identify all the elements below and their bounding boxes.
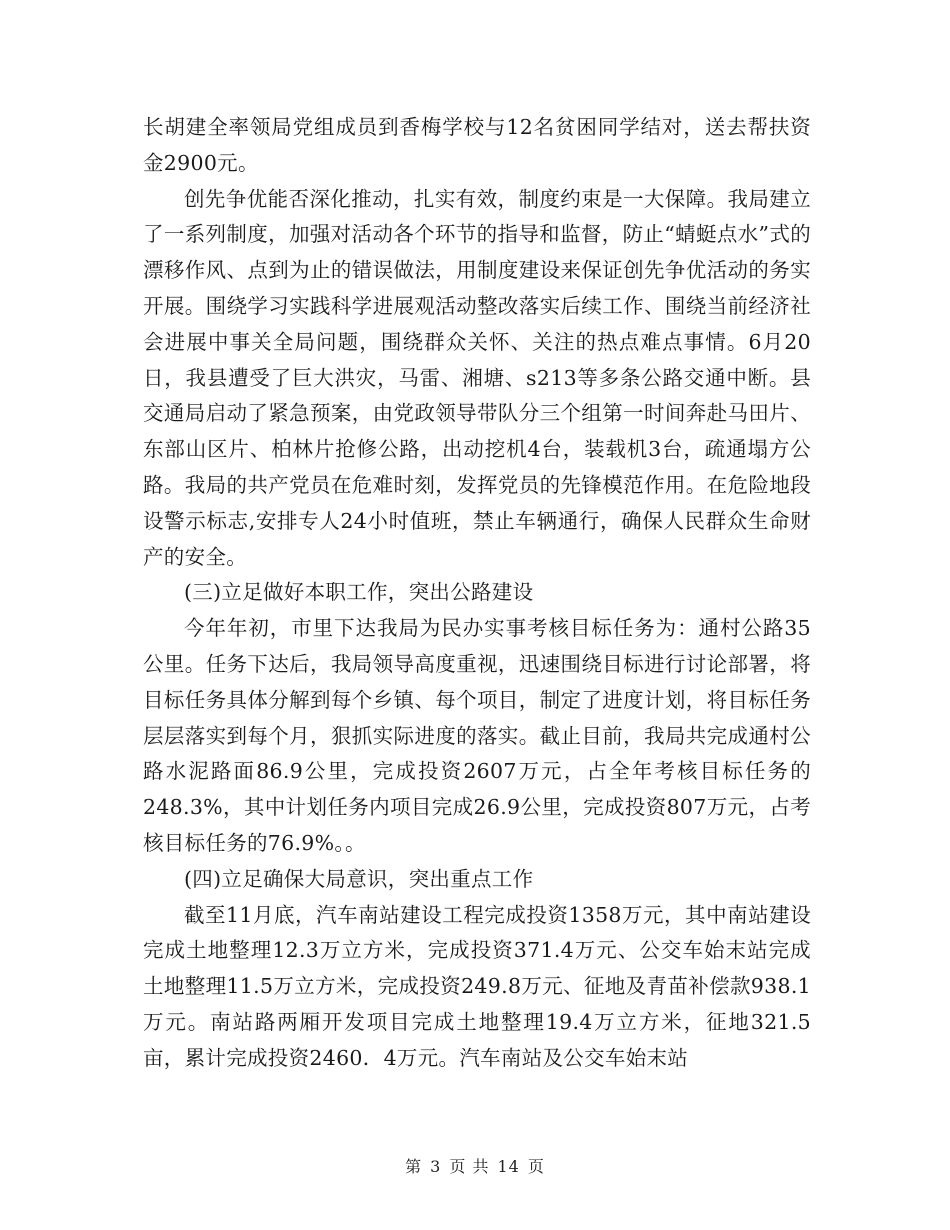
section-heading-3: (三)立足做好本职工作，突出公路建设 bbox=[184, 580, 534, 605]
section-heading-4: (四)立足确保大局意识，突出重点工作 bbox=[184, 866, 534, 891]
paragraph-road-construction: 今年年初，市里下达我局为民办实事考核目标任务为：通村公路35公里。任务下达后，我局领导高度重视，迅速围绕目标进行讨论部署，将目标任务具体分解到每个乡镇、每个项目，制定了进度计划，将目标任务层层落实到每个月，狠抓实际进度的落实。截止目前，我局共完成通村公路水泥路面86.9公里，完成投资2607万元，占全年考核目标任务的248.3%，其中计划任务内项目完成26.9公里，完成投资807万元，占考核目标任务的76.9%。。 bbox=[143, 616, 811, 855]
document-body bbox=[143, 110, 811, 1077]
page-footer bbox=[0, 1154, 950, 1177]
footer-current-page: 3 bbox=[430, 1157, 442, 1176]
footer-middle: 页 共 bbox=[449, 1157, 490, 1176]
footer-prefix: 第 bbox=[405, 1157, 423, 1176]
footer-suffix: 页 bbox=[527, 1157, 545, 1176]
paragraph-continuation: 长胡建全率领局党组成员到香梅学校与12名贫困同学结对，送去帮扶资金2900元。 bbox=[143, 115, 811, 175]
paragraph-system-guarantee: 创先争优能否深化推动，扎实有效，制度约束是一大保障。我局建立了一系列制度，加强对活动各个环节的指导和监督，防止“蜻蜓点水”式的漂移作风、点到为止的错误做法，用制度建设来保证创先争优活动的务实开展。围绕学习实践科学进展观活动整改落实后续工作、围绕当前经济社会进展中事关全局问题，围绕群众关怀、关注的热点难点事情。6月20日，我县遭受了巨大洪灾，马雷、湘塘、s213等多条公路交通中断。县交通局启动了紧急预案，由党政领导带队分三个组第一时间奔赴马田片、东部山区片、柏林片抢修公路，出动挖机4台，装载机3台，疏通塌方公路。我局的共产党员在危难时刻，发挥党员的先锋模范作用。在危险地段设警示标志,安排专人24小时值班，禁止车辆通行，确保人民群众生命财产的安全。 bbox=[143, 186, 811, 569]
footer-total-pages: 14 bbox=[497, 1157, 520, 1176]
paragraph-south-station: 截至11月底，汽车南站建设工程完成投资1358万元，其中南站建设完成土地整理12.3万立方米，完成投资371.4万元、公交车始末站完成土地整理11.5万立方米，完成投资249.8万元、征地及青苗补偿款938.1万元。南站路两厢开发项目完成土地整理19.4万立方米，征地321.5亩，累计完成投资2460．4万元。汽车南站及公交车始末站 bbox=[143, 902, 811, 1070]
